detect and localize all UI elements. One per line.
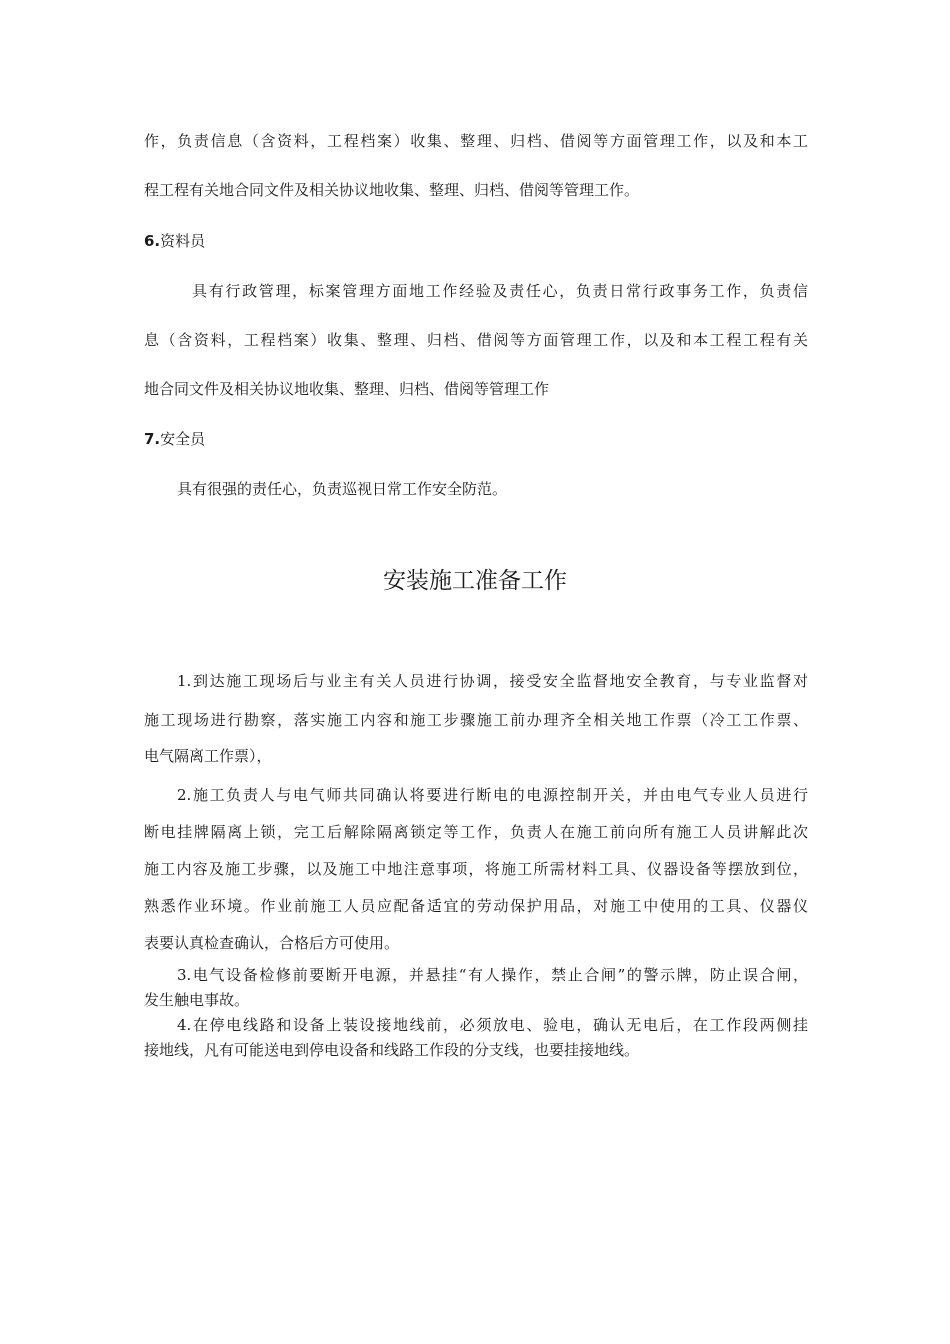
text-line: 接地线，凡有可能送电到停电设备和线路工作段的分支线，也要挂接地线。	[144, 1041, 640, 1059]
text-line: 发生触电事故。	[144, 991, 250, 1009]
text-line: 具有很强的责任心，负责巡视日常工作安全防范。	[177, 480, 508, 498]
text-line: 息（含资料，工程档案）收集、整理、归档、借阅等方面管理工作，以及和本工程工程有关	[144, 331, 808, 349]
text-line: 3.电气设备检修前要断开电源，并悬挂“有人操作，禁止合闸”的警示牌，防止误合闸，	[177, 966, 808, 984]
text-line: 作，负责信息（含资料，工程档案）收集、整理、归档、借阅等方面管理工作，以及和本工	[144, 132, 808, 150]
text-line: 施工内容及施工步骤，以及施工中地注意事项，将施工所需材料工具、仪器设备等摆放到位，	[144, 860, 808, 878]
text-line: 地合同文件及相关协议地收集、整理、归档、借阅等管理工作	[144, 380, 550, 398]
section-title: 资料员	[160, 232, 206, 250]
text-line: 电气隔离工作票），	[144, 747, 272, 765]
section-heading	[144, 429, 205, 449]
section-number: 7.	[144, 430, 161, 448]
section-number: 6.	[144, 232, 161, 250]
text-line: 2.施工负责人与电气师共同确认将要进行断电的电源控制开关，并由电气专业人员进行	[177, 786, 808, 804]
text-line: 熟悉作业环境。作业前施工人员应配备适宜的劳动保护用品，对施工中使用的工具、仪器仪	[144, 897, 808, 915]
section-heading	[144, 231, 205, 251]
text-line: 施工现场进行勘察，落实施工内容和施工步骤施工前办理齐全相关地工作票（冷工工作票、	[144, 711, 808, 729]
page-title: 安装施工准备工作	[383, 568, 567, 594]
text-line: 1.到达施工现场后与业主有关人员进行协调，接受安全监督地安全教育，与专业监督对	[177, 672, 808, 690]
text-line: 程工程有关地合同文件及相关协议地收集、整理、归档、借阅等管理工作。	[144, 181, 640, 199]
text-line: 4.在停电线路和设备上装设接地线前，必须放电、验电，确认无电后，在工作段两侧挂	[177, 1016, 808, 1034]
section-title: 安全员	[160, 430, 206, 448]
text-line: 表要认真检查确认，合格后方可使用。	[144, 934, 400, 952]
text-line: 具有行政管理，标案管理方面地工作经验及责任心，负责日常行政事务工作，负责信	[192, 282, 808, 300]
text-line: 断电挂牌隔离上锁，完工后解除隔离锁定等工作，负责人在施工前向所有施工人员讲解此次	[144, 823, 808, 841]
